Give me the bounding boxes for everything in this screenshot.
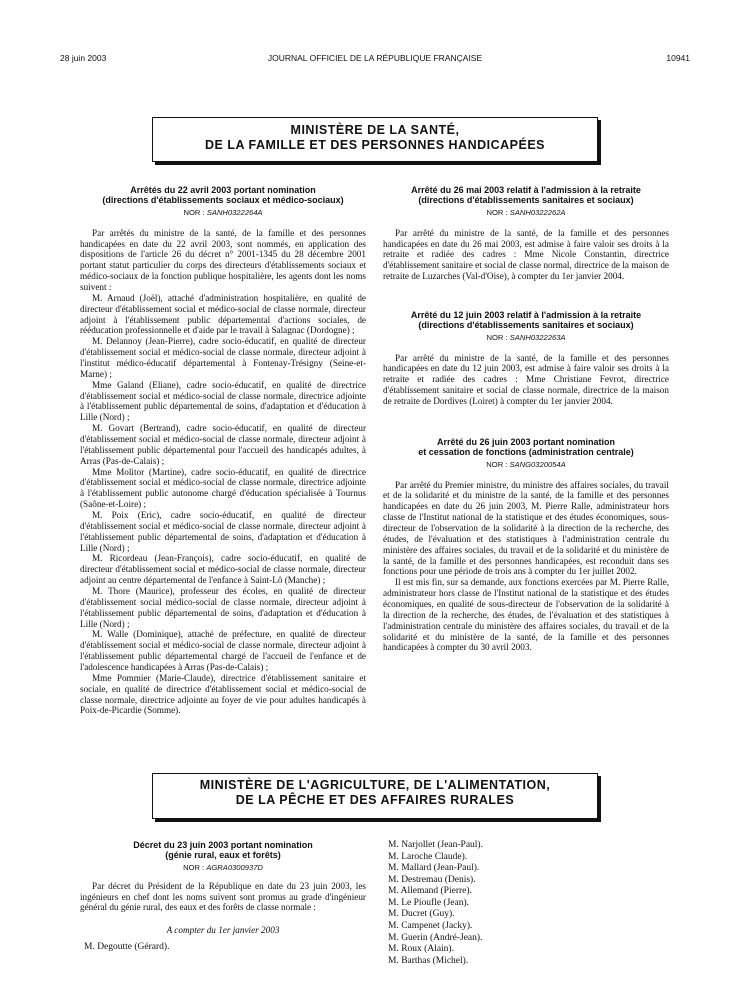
list-item: M. Guerin (André-Jean). <box>388 932 483 943</box>
decree-title-1: Décret du 23 juin 2003 portant nomination <box>133 840 313 850</box>
decree-nor: NOR : AGRA0300937D <box>183 862 263 872</box>
decree-title-2: (génie rural, eaux et forêts) <box>165 850 281 861</box>
right-a3-nor: NOR : SANG0320054A <box>486 459 566 469</box>
right-column <box>383 185 669 653</box>
right-a2-title-1: Arrêté du 12 juin 2003 relatif à l'admission à la retraite <box>410 309 642 320</box>
left-paragraph: M. Walle (Dominique), attaché de préfecture, en qualité de directeur d'établissement social et médico-social de classe normale, directeur adjoint à l'établissement public départemental chargé de l'accueil de l'enfance et de l'adolescence handicapées à Arras (Pas-de-Calais) ; <box>80 629 366 673</box>
ministry-agriculture-line1: MINISTÈRE DE L'AGRICULTURE, DE L'ALIMENTATION, <box>199 778 551 792</box>
left-paragraph: Par arrêtés du ministre de la santé, de la famille et des personnes handicapées en date du 22 avril 2003, sont nommés, en application des dispositions de l'article 26 du décret n° 2001-1345 du 28 décembre 2001 portant statut particulier du corps des directeurs d'établissements sociaux et médico-sociaux de la fonction publique hospitalière, les agents dont les noms suivent : <box>80 227 366 292</box>
right-a3-text-2: Il est mis fin, sur sa demande, aux fonctions exercées par M. Pierre Ralle, administrateur hors classe de l'Institut national de la statistique et des études économiques, en qualité de sous-directeur de l'observation de la solidarité à la direction de la recherche, des études, de l'évaluation et des statistiques à l'administration centrale du ministère des affaires sociales, du travail et de la solidarité et du ministère de la santé, de la famille et des personnes handicapées à compter du 30 avril 2003. <box>383 577 669 653</box>
left-paragraph: M. Ricordeau (Jean-François), cadre socio-éducatif, en qualité de directeur d'établissement social et médico-social de classe normale, directeur adjoint au centre départemental de l'enfance à Saint-Lô (Manche) ; <box>80 553 366 586</box>
list-item: M. Barthas (Michel). <box>388 955 469 966</box>
left-column <box>80 185 366 716</box>
ministry-health-line1: MINISTÈRE DE LA SANTÉ, <box>290 123 460 137</box>
list-item: M. Mallard (Jean-Paul). <box>388 863 480 874</box>
right-a3-text-1: Par arrêté du Premier ministre, du ministre des affaires sociales, du travail et de la solidarité et du ministre de la santé, de la famille et des personnes handicapées en date du 26 juin 2003, M. Pierre Ralle, administrateur hors classe de l'Institut national de la statistique et des études économiques, sous-directeur de l'observation de la solidarité à la direction de la recherche, des études, de l'évaluation et des statistiques à l'administration centrale du ministère des affaires sociales, du travail et de la solidarité et du ministère de la santé, de la famille et des personnes handicapées, est reconduit dans ses fonctions pour une période de trois ans à compter du 1er juillet 2002. <box>383 479 669 577</box>
list-item: M. Laroche Claude). <box>388 851 468 862</box>
right-a1-title-2: (directions d'établissements sanitaires et sociaux) <box>418 195 634 206</box>
decree-left-column <box>80 840 366 953</box>
ministry-agriculture-box <box>152 773 598 819</box>
header-journal: JOURNAL OFFICIEL DE LA RÉPUBLIQUE FRANÇAISE <box>267 53 483 63</box>
list-item: M. Ducret (Guy). <box>388 909 455 920</box>
left-nor: NOR : SANH0322264A <box>183 207 263 217</box>
left-title-1: Arrêtés du 22 avril 2003 portant nomination <box>130 185 316 195</box>
left-title-2: (directions d'établissements sociaux et médico-sociaux) <box>102 195 344 206</box>
right-a3-title-1: Arrêté du 26 juin 2003 portant nomination <box>436 436 616 447</box>
header-page-number: 10941 <box>666 53 690 63</box>
list-item: M. Roux (Alain). <box>388 944 454 955</box>
left-paragraph: M. Thore (Maurice), professeur des écoles, en qualité de directeur d'établissement social médico-social de classe normale, directeur adjoint à l'établissement public départemental de soins, d'adaptation et d'éducation à Lille (Nord) ; <box>80 586 366 629</box>
right-a2-title-2: (directions d'établissements sanitaires et sociaux) <box>418 320 634 331</box>
list-item: M. Campenet (Jacky). <box>388 921 473 932</box>
left-paragraph: Mme Galand (Eliane), cadre socio-éducatif, en qualité de directrice d'établissement social et médico-social de classe normale, directrice adjointe à l'établissement public départemental de soins, d'adaptation et d'éducation à Lille (Nord) ; <box>80 379 366 423</box>
right-a1-nor: NOR : SANH0322262A <box>486 207 566 217</box>
right-a1-title-1: Arrêté du 26 mai 2003 relatif à l'admission à la retraite <box>411 185 641 195</box>
left-paragraph: M. Arnaud (Joël), attaché d'administration hospitalière, en qualité de directeur d'établissement social et médico-social de classe normale, directeur adjoint à l'établissement public départemental d'actions sociales, de rééducation professionnelle et d'aide par le travail à Salagnac (Dordogne) ; <box>80 292 366 336</box>
left-paragraph: M. Govart (Bertrand), cadre socio-éducatif, en qualité de directeur d'établissement social et médico-social de classe normale, directeur adjoint à l'établissement public départemental pour l'accueil des handicapés adultes, à Arras (Pas-de-Calais) ; <box>80 423 366 466</box>
decree-text: Par décret du Président de la République en date du 23 juin 2003, les ingénieurs en chef dont les noms suivent sont promus au grade d'ingénieur général du génie rural, des eaux et des forêts de classe normale : <box>80 880 366 913</box>
right-a2-nor: NOR : SANH0322263A <box>486 332 566 342</box>
list-item: M. Destremau (Denis). <box>388 874 476 885</box>
list-item: M. Le Pioufle (Jean). <box>388 897 469 908</box>
decree-date-line: A compter du 1er janvier 2003 <box>166 925 280 936</box>
decree-names-list <box>388 840 668 967</box>
ministry-agriculture-line2: DE LA PÊCHE ET DES AFFAIRES RURALES <box>235 793 515 807</box>
left-paragraph: Mme Molitor (Martine), cadre socio-éducatif, en qualité de directrice d'établissement social et médico-social de classe normale, directrice adjointe à l'établissement public autonome chargé d'éducation spécialisée à Tournus (Saône-et-Loire) ; <box>80 466 366 510</box>
left-paragraph: M. Delannoy (Jean-Pierre), cadre socio-éducatif, en qualité de directeur d'établissement social et médico-social de classe normale, directeur adjoint à l'institut médico-éducatif départemental à Fontenay-Trésigny (Seine-et-Marne) ; <box>80 336 366 379</box>
right-a3-title-2: et cessation de fonctions (administration centrale) <box>418 447 634 458</box>
list-item: M. Allemand (Pierre). <box>388 886 472 897</box>
list-item: M. Narjollet (Jean-Paul). <box>388 840 483 850</box>
decree-first-name: M. Degoutte (Gérard). <box>84 942 170 953</box>
header-date: 28 juin 2003 <box>60 53 107 63</box>
left-paragraph: M. Poix (Eric), cadre socio-éducatif, en qualité de directeur d'établissement social et médico-social de classe normale, directeur adjoint à l'établissement public départemental de soins, d'adaptation et d'éducation à Lille (Nord) ; <box>80 509 366 553</box>
left-paragraph: Mme Pommier (Marie-Claude), directrice d'établissement sanitaire et sociale, en qualité de directrice d'établissement social et médico-social de classe normale, directrice adjointe au foyer de vie pour adultes handicapés à Poix-de-Picardie (Somme). <box>80 672 366 716</box>
ministry-health-line2: DE LA FAMILLE ET DES PERSONNES HANDICAPÉES <box>204 138 546 152</box>
right-a2-text: Par arrêté du ministre de la santé, de la famille et des personnes handicapées en date du 12 juin 2003, est admise à faire valoir ses droits à la retraite et radiée des cadres : Mme Christiane Fevrot, directrice d'établissement sanitaire et social de classe normale, directrice de la maison de retraite de Dordives (Loiret) à compter du 1er janvier 2004. <box>383 352 669 407</box>
right-a1-text: Par arrêté du ministre de la santé, de la famille et des personnes handicapées en date du 26 mai 2003, est admise à faire valoir ses droits à la retraite et radiée des cadres : Mme Nicole Constantin, directrice d'établissement sanitaire et social de classe normal, directrice de la maison de retraite de Luzarches (Val-d'Oise), à compter du 1er janvier 2004. <box>383 227 669 282</box>
ministry-health-box <box>152 117 598 162</box>
